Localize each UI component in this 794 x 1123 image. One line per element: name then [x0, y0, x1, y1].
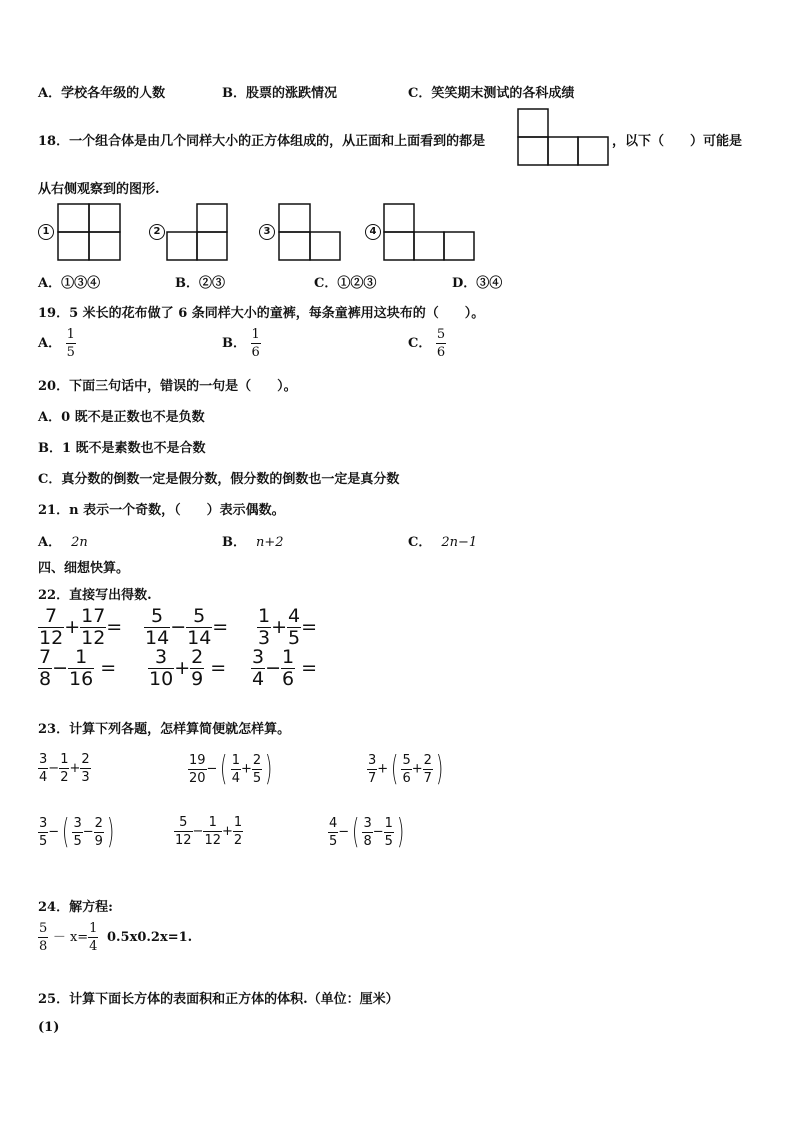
- right-paren: ): [106, 812, 115, 852]
- q18-option-d: D．③④: [452, 276, 503, 291]
- right-paren: ): [396, 812, 405, 852]
- q21-option-a-label: A．: [38, 535, 62, 550]
- numerator: 3: [368, 752, 377, 768]
- numerator: 2: [94, 815, 103, 831]
- q20-option-a: A．0 既不是正数也不是负数: [38, 410, 205, 425]
- denominator: 14: [187, 627, 212, 649]
- denominator: 6: [436, 345, 446, 360]
- numerator: 1: [208, 815, 217, 830]
- numerator: 1: [384, 815, 393, 831]
- q21-option-a: [38, 531, 88, 550]
- operator: +: [69, 761, 81, 776]
- right-paren: ): [265, 749, 273, 789]
- numerator: 1: [66, 327, 75, 342]
- q18-option-b: B．②③: [175, 276, 225, 291]
- equals-sign: =: [106, 616, 123, 638]
- numerator: 3: [39, 752, 48, 767]
- q23-expr-6: [328, 812, 407, 852]
- equals-sign: =: [210, 657, 227, 679]
- q21-option-c-label: C．: [408, 535, 432, 550]
- operator: −: [170, 616, 187, 638]
- denominator: 4: [89, 939, 98, 954]
- denominator: 5: [252, 770, 262, 786]
- numerator: 1: [258, 605, 271, 627]
- q18-figure-label-3: 3: [259, 224, 275, 240]
- denominator: 2: [233, 833, 243, 848]
- numerator: 4: [329, 815, 338, 831]
- q24-equation-2: 0.5x0.2x=1.: [106, 930, 193, 945]
- operator: −: [192, 824, 204, 839]
- q24-equations: [38, 922, 192, 953]
- right-paren: ): [435, 749, 444, 789]
- q21-option-c: [408, 531, 477, 550]
- q22-stem: 22．直接写出得数.: [38, 588, 152, 603]
- q18-figure-label-1: 1: [38, 224, 54, 240]
- numerator: 5: [151, 605, 164, 627]
- q22-r1-e1: [38, 607, 122, 648]
- operator: +: [222, 824, 233, 839]
- q19-stem: 19．5 米长的花布做了 6 条同样大小的童裤，每条童裤用这块布的（ ）。: [38, 306, 485, 321]
- denominator: 9: [191, 668, 204, 690]
- operator: +: [64, 616, 81, 638]
- operator: +: [241, 761, 252, 777]
- numerator: 3: [252, 646, 265, 668]
- denominator: 10: [149, 668, 174, 690]
- numerator: 1: [60, 752, 69, 767]
- denominator: 8: [363, 833, 372, 849]
- q23-expr-1: [38, 753, 91, 784]
- operator: −: [82, 824, 94, 840]
- numerator: 1: [233, 815, 243, 830]
- q24-stem: 24．解方程:: [38, 900, 113, 915]
- numerator: 19: [189, 752, 206, 768]
- denominator: 20: [189, 770, 206, 786]
- q17-option-a: A．学校各年级的人数: [38, 86, 166, 101]
- q18-figure-label-4: 4: [365, 224, 381, 240]
- q24-fraction-2: [88, 922, 98, 953]
- q19-option-c-fraction: [436, 328, 446, 359]
- q19-option-c: [408, 328, 446, 359]
- equals-sign: =: [301, 616, 318, 638]
- denominator: 7: [368, 770, 377, 786]
- q22-r1-e3: [257, 607, 317, 648]
- equals-sign: =: [100, 657, 117, 679]
- operator: +: [377, 761, 389, 777]
- q19-option-b-fraction: [251, 328, 261, 359]
- denominator: 12: [39, 627, 64, 649]
- numerator: 4: [288, 605, 301, 627]
- q22-r2-e1: [38, 648, 116, 689]
- denominator: 2: [60, 770, 69, 785]
- q18-figure-4: [383, 203, 475, 261]
- numerator: 3: [155, 646, 168, 668]
- q20-stem: 20．下面三句话中，错误的一句是（ ）。: [38, 379, 297, 394]
- denominator: 3: [81, 770, 90, 785]
- q22-r2-e3: [251, 648, 317, 689]
- q23-expr-2: [188, 749, 275, 789]
- q19-option-a-fraction: [66, 328, 76, 359]
- numerator: 1: [251, 327, 260, 342]
- q23-expr-5: [174, 816, 243, 847]
- denominator: 4: [39, 770, 48, 785]
- denominator: 14: [145, 627, 170, 649]
- denominator: 5: [39, 833, 48, 849]
- q18-figure-label-2: 2: [149, 224, 165, 240]
- operator: −: [372, 824, 384, 840]
- left-paren: (: [391, 749, 399, 789]
- denominator: 5: [384, 833, 393, 849]
- denominator: 5: [288, 627, 301, 649]
- q19-option-b: [222, 328, 261, 359]
- q21-stem: 21．n 表示一个奇数，（ ）表示偶数。: [38, 503, 285, 518]
- operator: −: [206, 761, 218, 777]
- numerator: 1: [75, 646, 88, 668]
- q18-figure-3: [278, 203, 341, 261]
- q22-r2-e2: [148, 648, 226, 689]
- denominator: 5: [329, 833, 338, 849]
- equals-sign: =: [301, 657, 318, 679]
- denominator: 12: [204, 833, 221, 848]
- numerator: 2: [252, 752, 262, 768]
- denominator: 6: [251, 345, 260, 360]
- numerator: 1: [89, 921, 98, 936]
- denominator: 8: [39, 668, 52, 690]
- left-paren: (: [352, 812, 360, 852]
- denominator: 7: [423, 770, 432, 786]
- numerator: 3: [363, 815, 372, 831]
- q21-option-a-expr: 2n: [71, 535, 88, 550]
- q17-option-c: C．笑笑期末测试的各科成绩: [408, 86, 575, 101]
- q18-figure-2: [166, 203, 228, 261]
- q18-front-top-view-figure: [517, 108, 609, 166]
- numerator: 5: [436, 327, 446, 342]
- q18-stem-before: 18．一个组合体是由几个同样大小的正方体组成的，从正面和上面看到的都是: [38, 134, 486, 149]
- numerator: 3: [39, 815, 48, 831]
- numerator: 2: [423, 752, 432, 768]
- operator: +: [411, 761, 423, 777]
- equals-sign: =: [212, 616, 229, 638]
- denominator: 6: [282, 668, 295, 690]
- q20-option-b: B．1 既不是素数也不是合数: [38, 441, 206, 456]
- q25-stem: 25．计算下面长方体的表面积和正方体的体积.（单位：厘米）: [38, 992, 399, 1007]
- operator: −: [265, 657, 282, 679]
- numerator: 5: [39, 921, 48, 936]
- numerator: 2: [81, 752, 90, 767]
- q19-option-c-label: C．: [408, 336, 432, 351]
- q23-stem: 23．计算下列各题，怎样算简便就怎样算。: [38, 722, 291, 737]
- denominator: 4: [252, 668, 265, 690]
- q18-stem: [38, 130, 485, 149]
- denominator: 4: [231, 770, 240, 786]
- q23-expr-4: [38, 812, 117, 852]
- q18-option-a: A．①③④: [38, 276, 101, 291]
- denominator: 12: [175, 833, 192, 848]
- q23-expr-3: [367, 749, 446, 789]
- numerator: 5: [179, 815, 188, 830]
- denominator: 16: [69, 668, 94, 690]
- operator: −: [52, 657, 69, 679]
- q24-minus-x-equals: － x=: [52, 930, 89, 945]
- operator: +: [174, 657, 191, 679]
- q19-option-b-label: B．: [222, 336, 246, 351]
- q22-r1-e2: [144, 607, 228, 648]
- operator: +: [271, 616, 288, 638]
- operator: −: [48, 824, 60, 840]
- q18-figure-1: [57, 203, 121, 261]
- left-paren: (: [220, 749, 228, 789]
- numerator: 1: [231, 752, 240, 768]
- denominator: 5: [73, 833, 82, 849]
- section-4-heading: 四、细想快算。: [38, 561, 130, 576]
- numerator: 1: [282, 646, 295, 668]
- denominator: 3: [258, 627, 271, 649]
- denominator: 5: [66, 345, 75, 360]
- operator: −: [48, 761, 60, 776]
- numerator: 17: [81, 605, 106, 627]
- q18-stem-cont: 从右侧观察到的图形.: [38, 182, 160, 197]
- numerator: 3: [73, 815, 82, 831]
- q20-option-c: C．真分数的倒数一定是假分数，假分数的倒数也一定是真分数: [38, 472, 400, 487]
- numerator: 7: [45, 605, 58, 627]
- numerator: 2: [191, 646, 204, 668]
- q21-option-b-expr: n+2: [256, 535, 284, 550]
- denominator: 9: [94, 833, 103, 849]
- q19-option-a: [38, 328, 76, 359]
- left-paren: (: [62, 812, 70, 852]
- q19-option-a-label: A．: [38, 336, 62, 351]
- numerator: 5: [193, 605, 206, 627]
- q21-option-c-expr: 2n−1: [441, 535, 478, 550]
- q18-option-c: C．①②③: [314, 276, 377, 291]
- numerator: 7: [39, 646, 52, 668]
- q18-stem-after: ，以下（ ）可能是: [612, 134, 743, 149]
- numerator: 5: [402, 752, 411, 768]
- q21-option-b-label: B．: [222, 535, 246, 550]
- q24-fraction-1: [38, 922, 48, 953]
- denominator: 12: [81, 627, 106, 649]
- q25-part-1: (1): [38, 1020, 60, 1035]
- q21-option-b: [222, 531, 284, 550]
- q17-option-b: B．股票的涨跌情况: [222, 86, 337, 101]
- denominator: 6: [402, 770, 411, 786]
- operator: −: [338, 824, 350, 840]
- denominator: 8: [39, 939, 48, 954]
